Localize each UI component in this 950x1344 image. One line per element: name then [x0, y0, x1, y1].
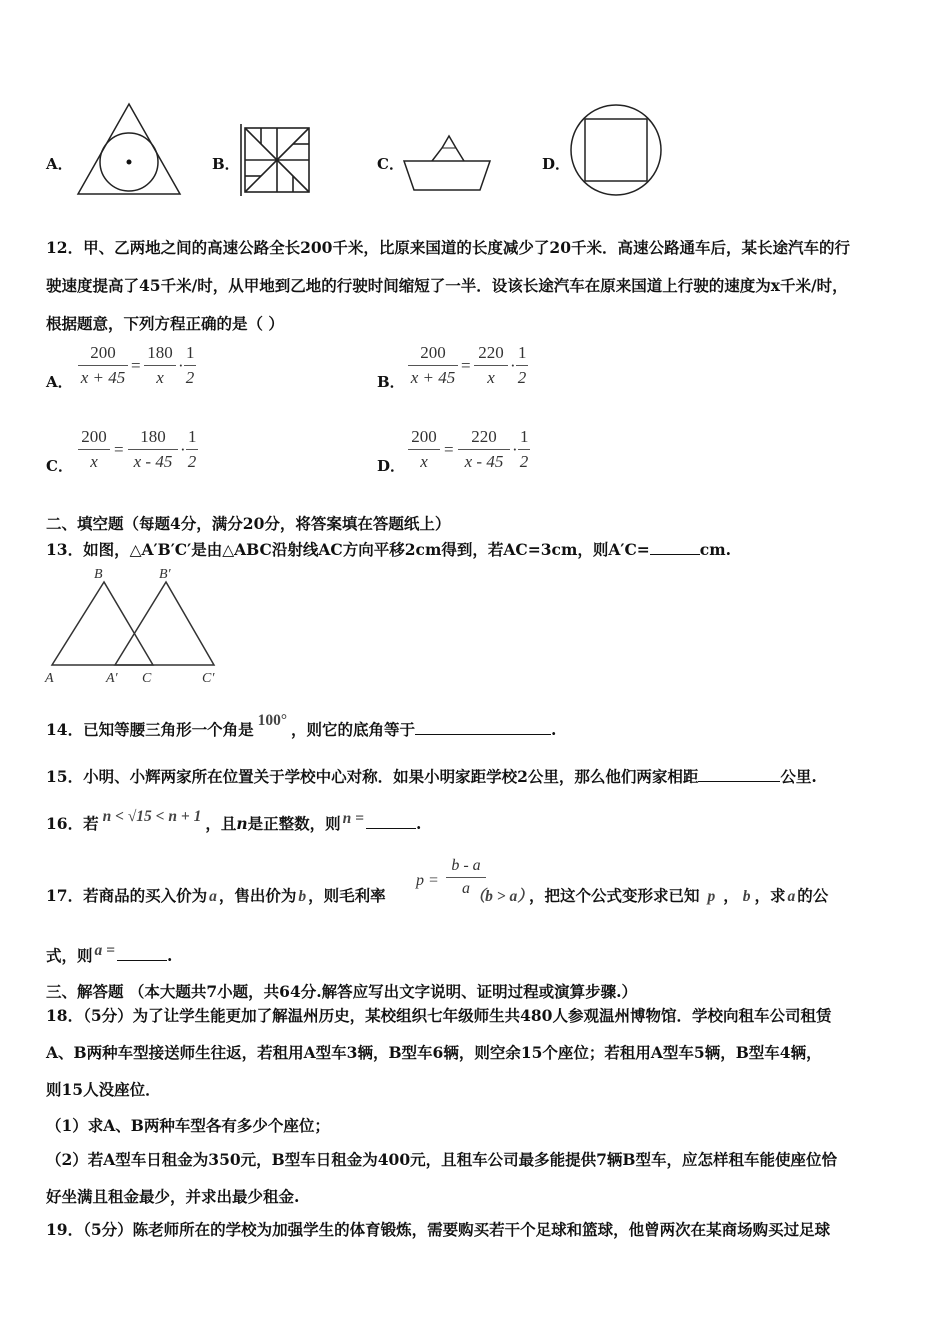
q15-text: 15．小明、小辉两家所在位置关于学校中心对称．如果小明家距学校2公里，那么他们两家相距 公里.	[46, 767, 817, 786]
figure-translated-triangles	[44, 564, 220, 686]
q17-line2: 式，则 a = .	[46, 942, 173, 965]
q12-line2: 驶速度提高了45千米/时，从甲地到乙地的行驶时间缩短了一半．设该长途汽车在原来国道上行驶的速度为x千米/时，	[46, 276, 848, 295]
q12-option-b-label: B．	[377, 373, 405, 391]
q14-text: 14．已知等腰三角形一个角是 100° ，则它的底角等于 .	[46, 712, 557, 739]
q12-b-frac1: $\frac{200}{x + 45}$	[408, 343, 458, 388]
q12-d-eq: =	[444, 440, 454, 459]
label-C-prime: C′	[202, 671, 215, 686]
q12-a-frac3: $\frac{1}{2}$	[185, 343, 195, 387]
q17-p-eq: p =	[416, 872, 439, 889]
q12-b-dot: ·	[510, 356, 516, 375]
q12-d-frac1: $\frac{200}{x}$	[408, 427, 440, 472]
q12-c-eq: =	[114, 440, 124, 459]
q12-c-dot: ·	[180, 440, 186, 459]
q17-line1: 17．若商品的买入价为 a ，售出价为 b ，则毛利率 （b > a） ，把这个公式变形求已知 p ， b ，求 a 的公	[46, 886, 829, 905]
label-A-prime: A′	[106, 671, 118, 686]
section2-heading: 二、填空题（每题4分，满分20分，将答案填在答题纸上）	[46, 514, 451, 533]
q18-line2: A、B两种车型接送师生往返，若租用A型车3辆，B型车6辆，则空余15个座位；若租用A型车5辆，B型车4辆，	[46, 1043, 822, 1062]
q17-fraction: $\frac{b - a}{a}$	[446, 857, 486, 898]
figure-pinwheel	[238, 124, 314, 198]
q12-c-frac3: $\frac{1}{2}$	[187, 427, 197, 471]
q12-a-frac1: $\frac{200}{x + 45}$	[78, 343, 128, 388]
figure-triangle-circle	[76, 100, 186, 198]
label-C: C	[142, 671, 152, 686]
q12-d-dot: ·	[512, 440, 518, 459]
q18-line5: （2）若A型车日租金为350元，B型车日租金为400元，且租车公司最多能提供7辆B型车，应怎样租车能使座位恰	[46, 1150, 838, 1169]
section3-heading: 三、解答题 （本大题共7小题，共64分.解答应写出文字说明、证明过程或演算步骤.）	[46, 982, 638, 1001]
q12-c-frac1: $\frac{200}{x}$	[78, 427, 110, 472]
option-b-label: B．	[212, 155, 240, 173]
figure-boat	[402, 134, 494, 192]
q12-line1: 12．甲、乙两地之间的高速公路全长200千米，比原来国道的长度减少了20千米．高速公路通车后，某长途汽车的行	[46, 238, 850, 257]
q13-text: 13．如图，△A′B′C′是由△ABC沿射线AC方向平移2cm得到，若AC=3cm，则A′C= cm.	[46, 540, 732, 559]
figure-circle-square	[568, 102, 664, 198]
label-B-prime: B′	[159, 567, 171, 582]
q12-a-eq: =	[131, 356, 141, 375]
q12-b-frac3: $\frac{1}{2}$	[517, 343, 527, 387]
q12-b-frac2: $\frac{220}{x}$	[474, 343, 508, 388]
q19-line1: 19．（5分）陈老师所在的学校为加强学生的体育锻炼，需要购买若干个足球和篮球，他曾两次在某商场购买过足球	[46, 1220, 831, 1239]
q12-d-frac3: $\frac{1}{2}$	[519, 427, 529, 471]
q18-line3: 则15人没座位．	[46, 1080, 161, 1099]
q18-line6: 好坐满且租金最少，并求出最少租金.	[46, 1187, 300, 1206]
option-a-label: A．	[46, 155, 73, 173]
q12-c-frac2: $\frac{180}{x - 45}$	[128, 427, 178, 472]
q12-option-d-label: D．	[377, 457, 406, 475]
q18-line1: 18．（5分）为了让学生能更加了解温州历史，某校组织七年级师生共480人参观温州博物馆．学校向租车公司租赁	[46, 1006, 832, 1025]
q12-a-dot: ·	[178, 356, 184, 375]
q12-b-eq: =	[461, 356, 471, 375]
label-A: A	[45, 671, 54, 686]
q12-a-frac2: $\frac{180}{x}$	[144, 343, 176, 388]
q12-d-frac2: $\frac{220}{x - 45}$	[458, 427, 510, 472]
option-c-label: C．	[377, 155, 404, 173]
q16-text: 16．若 n < √15 < n + 1 ，且n是正整数，则 n = .	[46, 808, 422, 833]
q12-option-a-label: A．	[46, 373, 73, 391]
label-B: B	[94, 567, 103, 582]
q12-line3: 根据题意，下列方程正确的是（ ）	[46, 314, 284, 333]
q18-line4: （1）求A、B两种车型各有多少个座位；	[46, 1116, 330, 1135]
q12-option-c-label: C．	[46, 457, 73, 475]
option-d-label: D．	[542, 155, 571, 173]
